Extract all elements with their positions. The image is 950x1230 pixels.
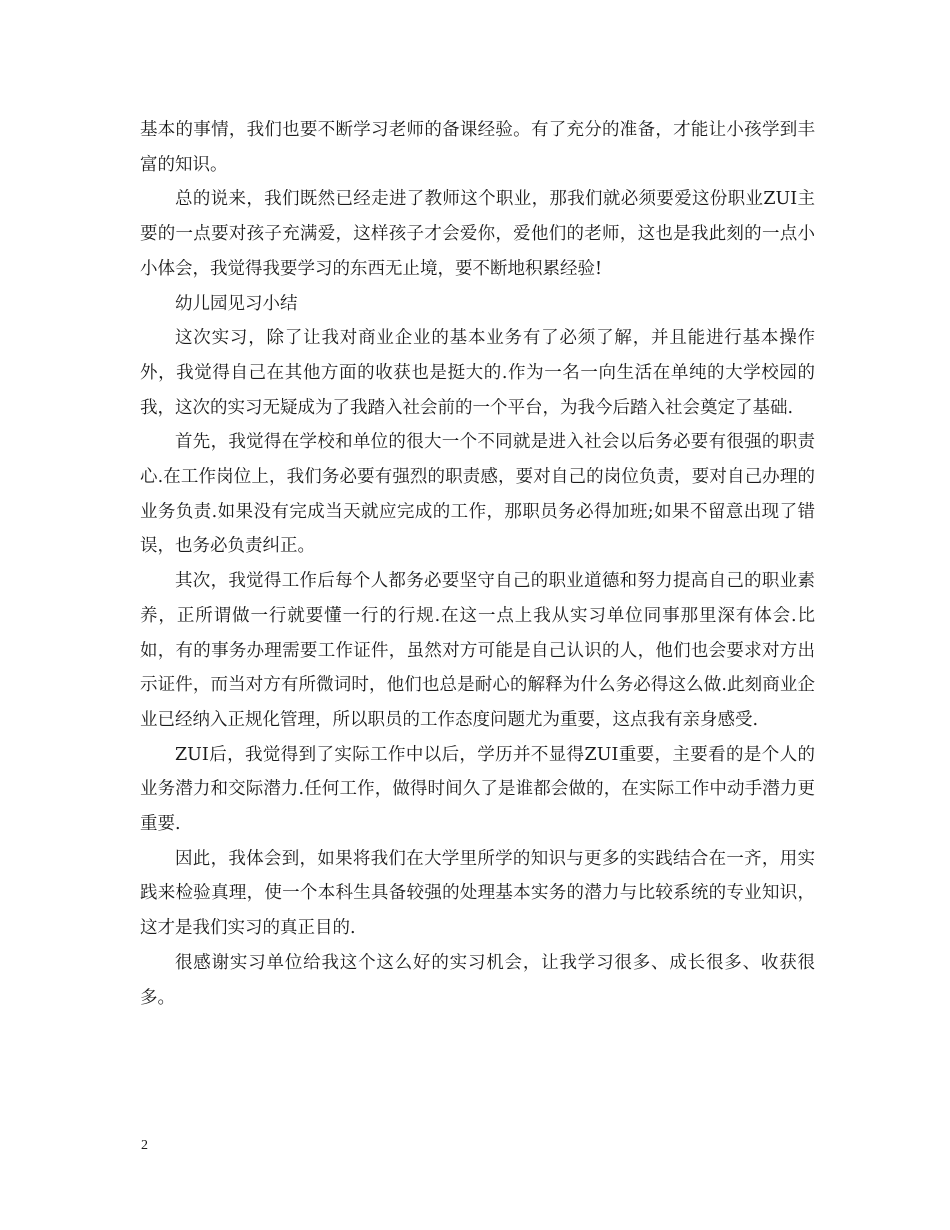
document-body	[140, 113, 815, 1015]
paragraph-last-point: ZUI后，我觉得到了实际工作中以后，学历并不显得ZUI重要，主要看的是个人的业务潜力和交际潜力.任何工作，做得时间久了是谁都会做的，在实际工作中动手潜力更重要.	[140, 744, 815, 835]
paragraph-second-point: 其次，我觉得工作后每个人都务必要坚守自己的职业道德和努力提高自己的职业素养，正所谓做一行就要懂一行的行规.在这一点上我从实习单位同事那里深有体会.比如，有的事务办理需要工作证件，虽然对方可能是自己认识的人，他们也会要求对方出示证件，而当对方有所微词时，他们也总是耐心的解释为什么务必得这么做.此刻商业企业已经纳入正规化管理，所以职员的工作态度问题尤为重要，这点我有亲身感受.	[140, 571, 815, 730]
paragraph-internship-intro: 这次实习，除了让我对商业企业的基本业务有了必须了解，并且能进行基本操作外，我觉得自己在其他方面的收获也是挺大的.作为一名一向生活在单纯的大学校园的我，这次的实习无疑成为了我踏入社会前的一个平台，为我今后踏入社会奠定了基础.	[140, 328, 815, 418]
page-number: 2	[141, 1138, 148, 1153]
paragraph-summary: 总的说来，我们既然已经走进了教师这个职业，那我们就必须要爱这份职业ZUI主要的一点要对孩子充满爱，这样孩子才会爱你，爱他们的老师，这也是我此刻的一点小小体会，我觉得我要学习的东西无止境，要不断地积累经验!	[140, 189, 815, 279]
paragraph-first-point: 首先，我觉得在学校和单位的很大一个不同就是进入社会以后务必要有很强的职责心.在工作岗位上，我们务必要有强烈的职责感，要对自己的岗位负责，要对自己办理的业务负责.如果没有完成当天就应完成的工作，那职员务必得加班;如果不留意出现了错误，也务必负责纠正。	[140, 432, 815, 557]
paragraph-continuation: 基本的事情，我们也要不断学习老师的备课经验。有了充分的准备，才能让小孩学到丰富的知识。	[140, 120, 815, 175]
paragraph-conclusion: 因此，我体会到，如果将我们在大学里所学的知识与更多的实践结合在一齐，用实践来检验真理，使一个本科生具备较强的处理基本实务的潜力与比较系统的专业知识，这才是我们实习的真正目的.	[140, 848, 815, 939]
section-heading: 幼儿园见习小结	[175, 293, 298, 314]
paragraph-thanks: 很感谢实习单位给我这个这么好的实习机会，让我学习很多、成长很多、收获很多。	[140, 952, 815, 1008]
